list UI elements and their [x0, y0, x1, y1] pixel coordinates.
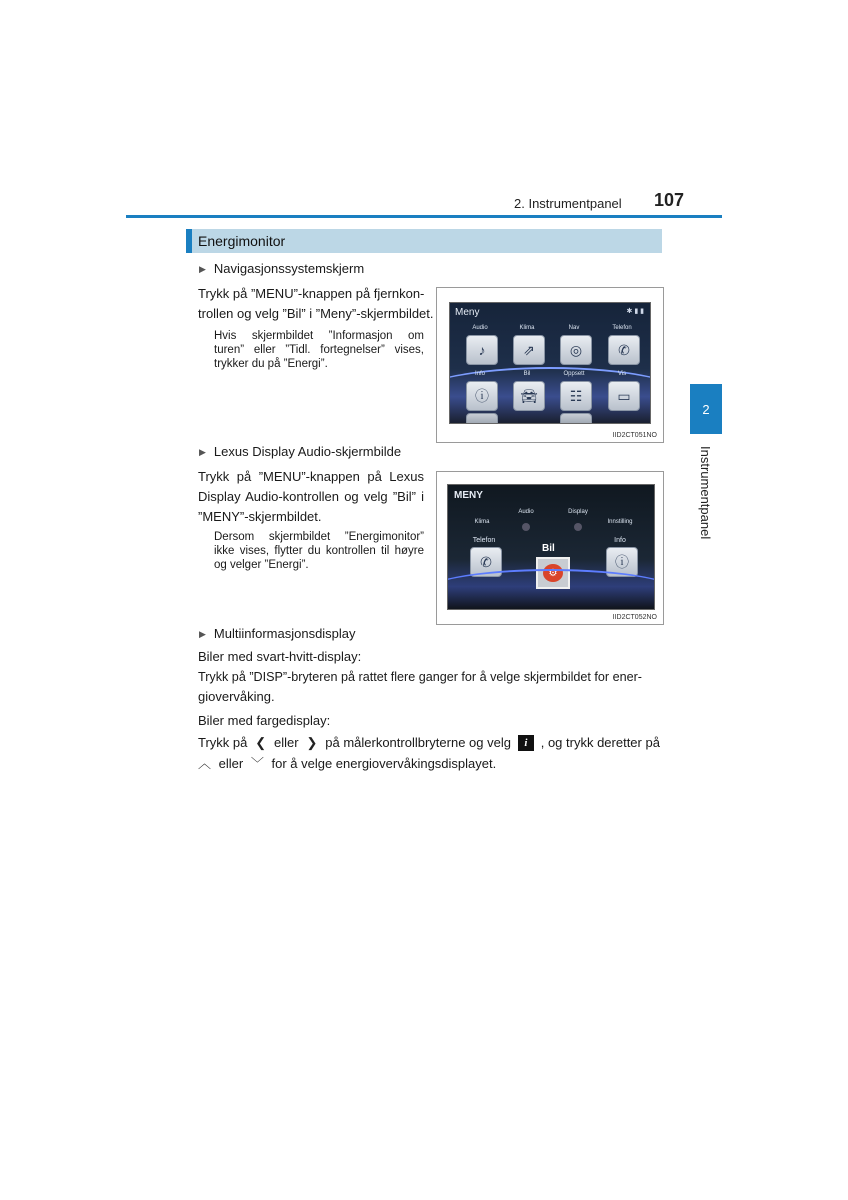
menu-label-bil: Bil: [523, 371, 531, 377]
lda-instruction-line: Trykk på ”MENU”-knappen på Lexus: [198, 469, 424, 484]
lda-note: [214, 530, 424, 572]
nav-instruction-line: trollen og velg ”Bil” i ”Meny”-skjermbildet.: [198, 306, 434, 321]
bullet-lda-label: Lexus Display Audio-skjermbilde: [213, 444, 402, 459]
color-line-part: på målerkontrollbryterne og velg: [325, 735, 511, 750]
figure-code: IID2CT051NO: [612, 432, 657, 439]
car-icon: 🚘︎: [513, 381, 545, 411]
header-rule: [126, 215, 722, 218]
chevron-up-icon: ︿: [198, 756, 212, 771]
lda-instruction-line: ”MENY”-skjermbildet.: [198, 509, 322, 524]
menu-label-info: Info: [474, 371, 485, 377]
nav-instruction-line: Trykk på ”MENU”-knappen på fjernkon-: [198, 286, 425, 301]
lda-note-line: Dersom skjermbildet ”Energimonitor”: [214, 531, 424, 543]
color-line: [198, 754, 660, 774]
bullet-multi-info: [199, 626, 356, 641]
lda-note-line: og velger ”Energi”.: [214, 559, 309, 571]
navigation-screen: [449, 302, 651, 424]
figure-code: IID2CT052NO: [612, 614, 657, 621]
menu-label-nav: Nav: [568, 325, 580, 331]
phone-icon: ✆: [470, 547, 502, 577]
navigation-icon: ◎: [560, 335, 592, 365]
info-icon: i: [518, 735, 534, 751]
lda-label-audio: Audio: [518, 509, 534, 515]
color-line: [198, 733, 660, 753]
menu-label-vis: Vis: [617, 371, 627, 377]
lda-note-line: ikke vises, flytter du kontrollen til høyre: [214, 545, 424, 557]
nav-instruction: [198, 284, 434, 324]
bw-line: Trykk på ”DISP”-bryteren på rattet flere ganger for å velge skjermbildet for ener-: [198, 670, 642, 684]
chapter-label: Instrumentpanel: [698, 446, 713, 540]
audio-dot-icon: [522, 523, 530, 531]
bullet-triangle-icon: ▶: [199, 447, 206, 457]
chapter-tab: [690, 384, 722, 434]
info-icon: ⓘ: [606, 547, 638, 577]
color-line-part: , og trykk deretter på: [540, 735, 660, 750]
page-number: 107: [654, 190, 685, 210]
lda-label-info: Info: [614, 537, 626, 544]
lda-arc: [447, 569, 655, 610]
chevron-down-icon: ﹀: [250, 756, 264, 771]
menu-label-oppsett: Oppsett: [563, 371, 585, 377]
chapter-number: 2: [702, 401, 710, 417]
lda-screen: [447, 484, 655, 610]
partial-icon: [560, 413, 592, 424]
bullet-navigation-label: Navigasjonssystemskjerm: [213, 261, 365, 276]
chevron-right-icon: ❯: [306, 735, 318, 750]
bullet-lexus-display-audio: [199, 444, 401, 459]
menu-label-telefon: Telefon: [612, 325, 632, 331]
mid-text: [198, 647, 660, 774]
lda-instruction-line: Display Audio-kontrollen og velg ”Bil” i: [198, 489, 424, 504]
chevron-left-icon: ❮: [255, 735, 267, 750]
bullet-triangle-icon: ▶: [199, 629, 206, 639]
color-line-part: Trykk på: [198, 735, 248, 750]
section-heading: [186, 229, 662, 253]
lda-label-display: Display: [568, 509, 588, 515]
menu-label-klima: Klima: [519, 325, 535, 331]
nav-note-line: trykker du på ”Energi”.: [214, 358, 328, 370]
figure-lda-menu: [436, 471, 664, 625]
color-line-part: eller: [274, 735, 299, 750]
color-heading: Biler med fargedisplay:: [198, 713, 331, 728]
info-icon: ⓘ: [466, 381, 498, 411]
section-title: Energimonitor: [198, 233, 286, 249]
running-header: 2. Instrumentpanel: [514, 196, 622, 211]
section-heading-bar: [186, 229, 192, 253]
display-icon: ▭: [608, 381, 640, 411]
status-icons: ✱ ▮ ▮: [626, 308, 644, 315]
nav-note-line: Hvis skjermbildet ”Informasjon om: [214, 330, 424, 342]
lda-label-klima: Klima: [474, 519, 490, 525]
screen-title: Meny: [455, 307, 480, 318]
car-icon: ⚙: [543, 564, 563, 582]
lda-label-bil: Bil: [542, 543, 555, 554]
bw-heading: Biler med svart-hvitt-display:: [198, 649, 362, 664]
bullet-navigation: [199, 261, 364, 276]
lda-label-telefon: Telefon: [472, 537, 496, 544]
bw-line: giovervåking.: [198, 689, 275, 704]
partial-icon: [466, 413, 498, 424]
lda-instruction: [198, 467, 424, 527]
screen-title: MENY: [454, 490, 483, 501]
phone-icon: ✆: [608, 335, 640, 365]
display-dot-icon: [574, 523, 582, 531]
nav-note: [214, 329, 424, 371]
bullet-triangle-icon: ▶: [199, 264, 206, 274]
color-line-part: for å velge energiovervåkingsdisplayet.: [271, 756, 497, 771]
lda-label-innstilling: Innstilling: [607, 519, 633, 525]
color-line-part: eller: [218, 756, 244, 771]
music-note-icon: ♪: [466, 335, 498, 365]
bullet-mid-label: Multiinformasjonsdisplay: [213, 626, 356, 641]
menu-label-audio: Audio: [472, 325, 488, 331]
climate-icon: ⇗: [513, 335, 545, 365]
nav-note-line: turen” eller ”Tidl. fortegnelser” vises,: [214, 344, 424, 356]
figure-navigation-menu: [436, 287, 664, 443]
setup-icon: ☷: [560, 381, 592, 411]
